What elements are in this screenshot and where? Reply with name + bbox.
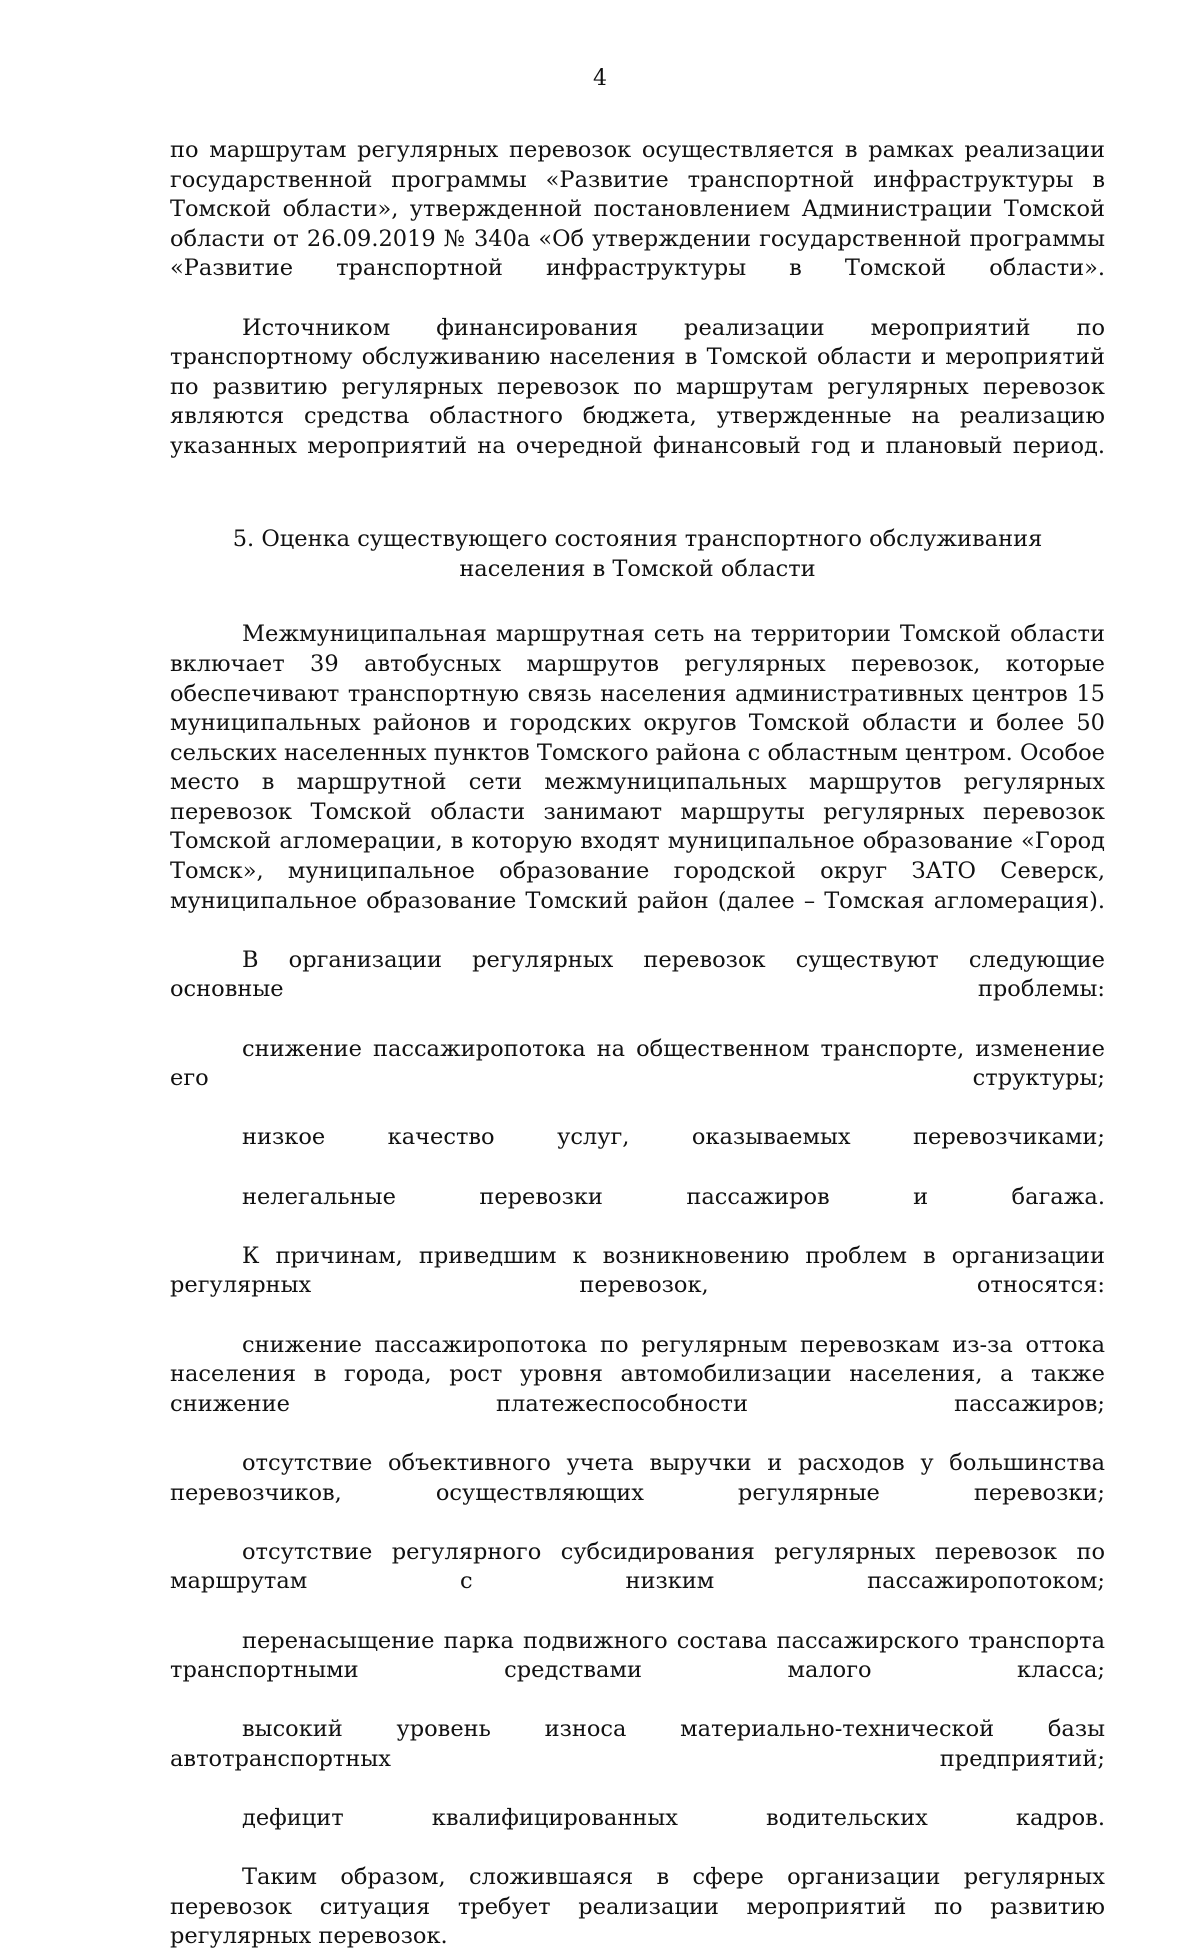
paragraph-conclusion: Таким образом, сложившаяся в сфере организации регулярных перевозок ситуация требует реализации мероприятий по развитию регулярных перевозок.: [170, 1864, 1105, 1950]
document-body: [170, 136, 1105, 1952]
list-item-cause: снижение пассажиропотока по регулярным перевозкам из-за оттока населения в города, рост уровня автомобилизации населения, а также снижение платежеспособности пассажиров;: [170, 1331, 1105, 1417]
list-item-problem: нелегальные перевозки пассажиров и багажа.: [242, 1183, 1105, 1210]
list-item-problem: низкое качество услуг, оказываемых перевозчиками;: [242, 1124, 1105, 1151]
paragraph-problems-intro: В организации регулярных перевозок существуют следующие основные проблемы:: [170, 946, 1105, 1003]
paragraph-causes-intro: К причинам, приведшим к возникновению проблем в организации регулярных перевозок, относятся:: [170, 1242, 1105, 1299]
section-heading-line-2: населения в Томской области: [459, 555, 816, 582]
section-heading-line-1: 5. Оценка существующего состояния транспортного обслуживания: [232, 526, 1043, 553]
paragraph-route-network: Межмуниципальная маршрутная сеть на территории Томской области включает 39 автобусных маршрутов регулярных перевозок, которые обеспечивают транспортную связь населения административных центров 15 муниципальных районов и городских округов Томской области и более 50 сельских населенных пунктов Томского района с областным центром. Особое место в маршрутной сети межмуниципальных маршрутов регулярных перевозок Томской области занимают маршруты регулярных перевозок Томской агломерации, в которую входят муниципальное образование «Город Томск», муниципальное образование городской округ ЗАТО Северск, муниципальное образование Томский район (далее – Томская агломерация).: [170, 621, 1105, 914]
list-item-cause: отсутствие регулярного субсидирования регулярных перевозок по маршрутам с низким пассажиропотоком;: [170, 1538, 1105, 1595]
list-item-cause: дефицит квалифицированных водительских кадров.: [242, 1805, 1105, 1832]
list-item-cause: отсутствие объективного учета выручки и расходов у большинства перевозчиков, осуществляющих регулярные перевозки;: [170, 1449, 1105, 1506]
paragraph-continuation: по маршрутам регулярных перевозок осуществляется в рамках реализации государственной программы «Развитие транспортной инфраструктуры в Томской области», утвержденной постановлением Администрации Томской области от 26.09.2019 № 340а «Об утверждении государственной программы «Развитие транспортной инфраструктуры в Томской области».: [170, 137, 1105, 282]
list-item-cause: перенасыщение парка подвижного состава пассажирского транспорта транспортными средствами малого класса;: [170, 1627, 1105, 1684]
paragraph-funding-sources: Источником финансирования реализации мероприятий по транспортному обслуживанию населения в Томской области и мероприятий по развитию регулярных перевозок по маршрутам регулярных перевозок являются средства областного бюджета, утвержденные на реализацию указанных мероприятий на очередной финансовый год и плановый период.: [170, 314, 1105, 459]
section-heading: [170, 525, 1105, 584]
list-item-problem: снижение пассажиропотока на общественном транспорте, изменение его структуры;: [170, 1035, 1105, 1092]
page-number: 4: [593, 66, 607, 91]
list-item-cause: высокий уровень износа материально-технической базы автотранспортных предприятий;: [170, 1716, 1105, 1772]
